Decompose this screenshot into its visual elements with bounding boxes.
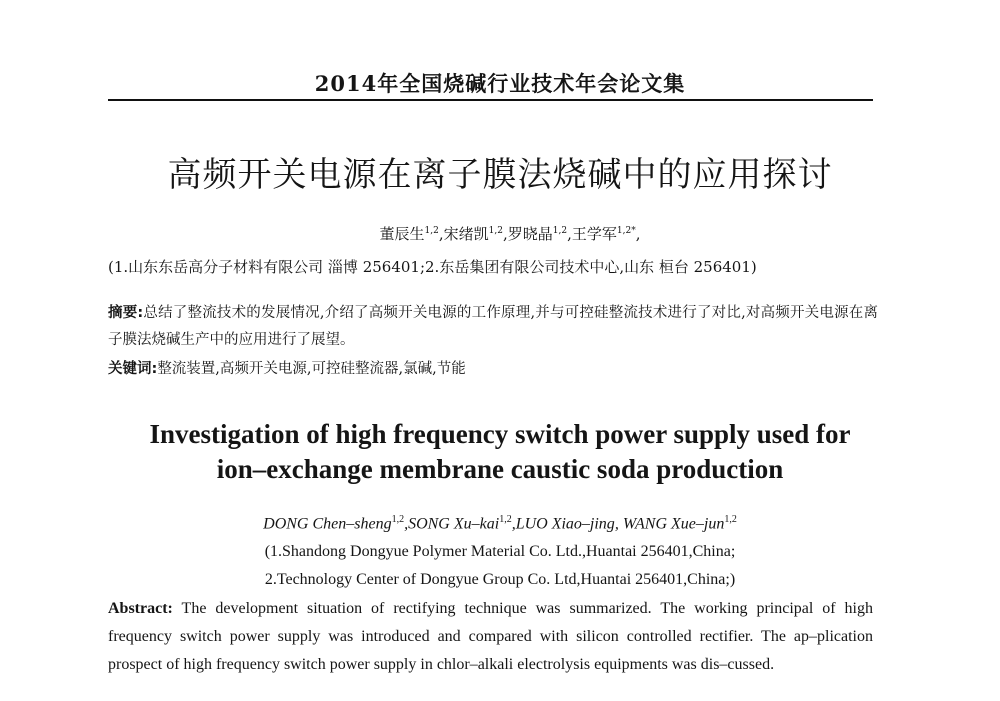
zh-author-name: 王学军 [571, 225, 617, 243]
zh-author-separator: , [635, 225, 641, 243]
proceedings-title: 2014年全国烧碱行业技术年会论文集 [314, 71, 686, 96]
abstract-zh [108, 300, 878, 354]
zh-author-name: 罗晓晶 [507, 225, 553, 243]
en-author-name: LUO Xiao–jing [515, 515, 615, 533]
paper-title-en-line-1: Investigation of high frequency switch power supply used for [149, 419, 851, 449]
zh-author-affiliation-mark: 1,2* [616, 226, 636, 236]
keywords-zh [108, 356, 878, 383]
zh-author-separator: , [438, 225, 444, 243]
paper-title-en [0, 417, 1000, 487]
zh-author-name: 宋绪凯 [443, 225, 489, 243]
en-author-affiliation-mark: 1,2 [499, 514, 512, 525]
author-list-zh [0, 223, 1000, 244]
en-author-separator: , [614, 515, 623, 533]
header-rule [108, 99, 873, 101]
en-author-name: WANG Xue–jun [622, 515, 725, 533]
zh-author-affiliation-mark: 1,2 [488, 226, 503, 236]
en-author-separator: , [511, 515, 516, 533]
zh-author-affiliation-mark: 1,2 [552, 226, 568, 236]
abstract-label-en: Abstract: [108, 600, 173, 617]
en-author-affiliation-mark: 1,2 [391, 514, 405, 525]
keywords-text-zh: 整流装置,高频开关电源,可控硅整流器,氯碱,节能 [157, 361, 466, 377]
paper-title-en-line-2: ion–exchange membrane caustic soda production [216, 454, 784, 484]
affiliation-en-line-1: (1.Shandong Dongyue Polymer Material Co. Ltd.,Huantai 256401,China; [264, 543, 736, 560]
abstract-text-en: The development situation of rectifying technique was summarized. The working principal of high frequency switch power supply was introduced and compared with silicon controlled rectifier. The ap–plication prospect of high frequency switch power supply in chlor–alkali electrolysis equipments was dis–cussed. [108, 600, 873, 673]
zh-author-affiliation-mark: 1,2 [424, 226, 439, 236]
paper-title-zh: 高频开关电源在离子膜法烧碱中的应用探讨 [167, 155, 833, 195]
zh-author-separator: , [502, 225, 508, 243]
en-author-name: SONG Xu–kai [408, 515, 500, 533]
author-list-en [0, 514, 1000, 533]
en-author-separator: , [404, 515, 409, 533]
abstract-label-zh: 摘要: [108, 305, 144, 321]
affiliation-zh: (1.山东东岳高分子材料有限公司 淄博 256401;2.东岳集团有限公司技术中心,山东 桓台 256401) [108, 258, 757, 276]
zh-author-name: 董辰生 [379, 225, 425, 243]
abstract-en [108, 595, 873, 679]
en-author-name: DONG Chen–sheng [263, 515, 392, 533]
zh-author-separator: , [567, 225, 572, 243]
affiliation-en-line-2: 2.Technology Center of Dongyue Group Co. Ltd,Huantai 256401,China;) [264, 571, 736, 588]
abstract-text-zh: 总结了整流技术的发展情况,介绍了高频开关电源的工作原理,并与可控硅整流技术进行了对比,对高频开关电源在离子膜法烧碱生产中的应用进行了展望。 [108, 305, 878, 348]
en-author-affiliation-mark: 1,2 [724, 514, 737, 525]
keywords-label-zh: 关键词: [108, 361, 158, 377]
